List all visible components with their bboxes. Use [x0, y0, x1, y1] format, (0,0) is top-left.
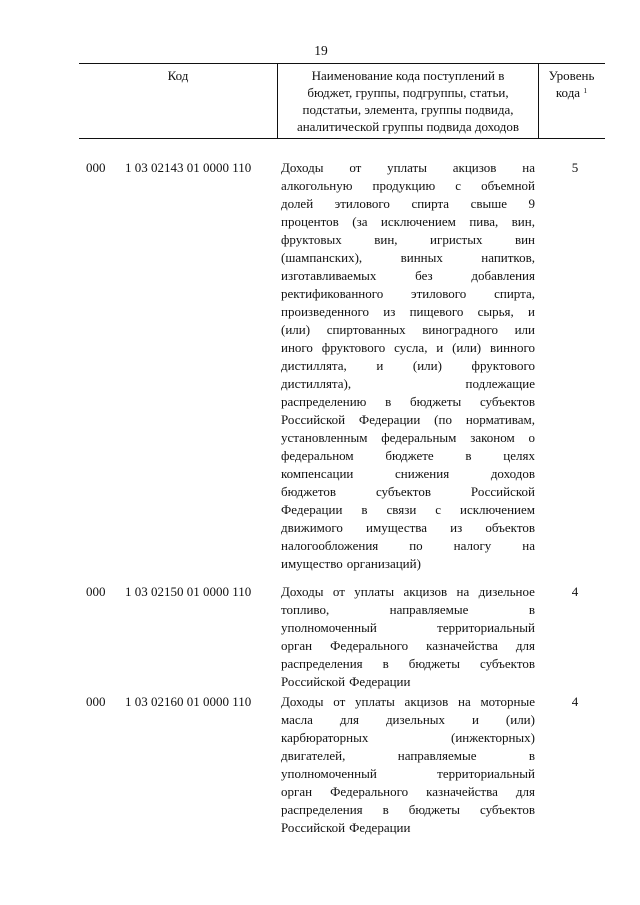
- header-name-line: аналитической группы подвида доходов: [296, 119, 520, 134]
- description-line: топливо, направляемые в: [281, 602, 535, 617]
- table-header: [79, 63, 605, 139]
- row-description: [281, 583, 535, 691]
- description-line: орган Федерального казначейства для: [281, 784, 535, 799]
- description-line: (или) спиртованных виноградного или: [281, 322, 535, 337]
- description-line: карбюраторных (инжекторных): [281, 730, 535, 745]
- description-line: уполномоченный территориальный: [281, 766, 535, 781]
- row-budget-code: 1 03 02150 01 0000 110: [125, 584, 252, 599]
- row-admin-code: 000: [86, 160, 106, 175]
- description-line: установленным федеральным законом о: [281, 430, 535, 445]
- row-admin-code: 000: [86, 694, 106, 709]
- row-level: 4: [571, 694, 579, 709]
- row-admin-code: 000: [86, 584, 106, 599]
- description-line: Доходы от уплаты акцизов на: [281, 160, 535, 175]
- description-line: Российской Федерации (по нормативам,: [281, 412, 535, 427]
- header-level-column: [538, 64, 605, 138]
- description-line: масла для дизельных и (или): [281, 712, 535, 727]
- header-name-column: [277, 64, 539, 138]
- header-level-line: Уровень: [548, 68, 595, 83]
- description-line: распределению в бюджеты субъектов: [281, 394, 535, 409]
- description-line: налогообложения по налогу на: [281, 538, 535, 553]
- description-line: Российской Федерации: [281, 674, 411, 689]
- page-number: 19: [314, 43, 328, 58]
- description-line: (шампанских), винных напитков,: [281, 250, 535, 265]
- description-line: произведенного из пищевого сырья, и: [281, 304, 535, 319]
- description-line: Доходы от уплаты акцизов на моторные: [281, 694, 535, 709]
- description-line: иного фруктового сусла, и (или) винного: [281, 340, 535, 355]
- header-name-line: подстатьи, элемента, группы подвида,: [302, 102, 514, 117]
- description-line: фруктовых вин, игристых вин: [281, 232, 535, 247]
- description-line: распределения в бюджеты субъектов: [281, 656, 535, 671]
- header-name-line: Наименование кода поступлений в: [311, 68, 505, 83]
- header-level-label: кода: [555, 85, 581, 100]
- description-line: ректификованного этилового спирта,: [281, 286, 535, 301]
- description-line: орган Федерального казначейства для: [281, 638, 535, 653]
- description-line: уполномоченный территориальный: [281, 620, 535, 635]
- header-name-line: бюджет, группы, подгруппы, статьи,: [307, 85, 509, 100]
- description-line: изготавливаемых без добавления: [281, 268, 535, 283]
- row-budget-code: 1 03 02160 01 0000 110: [125, 694, 252, 709]
- row-description: [281, 693, 535, 837]
- description-line: алкогольную продукцию с объемной: [281, 178, 535, 193]
- description-line: двигателей, направляемые в: [281, 748, 535, 763]
- description-line: процентов (за исключением пива, вин,: [281, 214, 535, 229]
- row-level: 5: [571, 160, 579, 175]
- footnote-marker: 1: [583, 86, 588, 95]
- description-line: имущество организаций): [281, 556, 421, 571]
- description-line: долей этилового спирта свыше 9: [281, 196, 535, 211]
- description-line: Федерации в связи с исключением: [281, 502, 535, 517]
- description-line: бюджетов субъектов Российской: [281, 484, 535, 499]
- header-code-column: [79, 64, 277, 138]
- header-code-label: Код: [167, 68, 189, 83]
- description-line: Доходы от уплаты акцизов на дизельное: [281, 584, 535, 599]
- row-description: [281, 159, 535, 573]
- description-line: федеральном бюджете в целях: [281, 448, 535, 463]
- description-line: Российской Федерации: [281, 820, 411, 835]
- description-line: дистиллята, и (или) фруктового: [281, 358, 535, 373]
- header-level-line: [538, 85, 605, 101]
- description-line: распределения в бюджеты субъектов: [281, 802, 535, 817]
- description-line: дистиллята), подлежащие: [281, 376, 535, 391]
- description-line: компенсации снижения доходов: [281, 466, 535, 481]
- row-budget-code: 1 03 02143 01 0000 110: [125, 160, 252, 175]
- description-line: движимого имущества из объектов: [281, 520, 535, 535]
- row-level: 4: [571, 584, 579, 599]
